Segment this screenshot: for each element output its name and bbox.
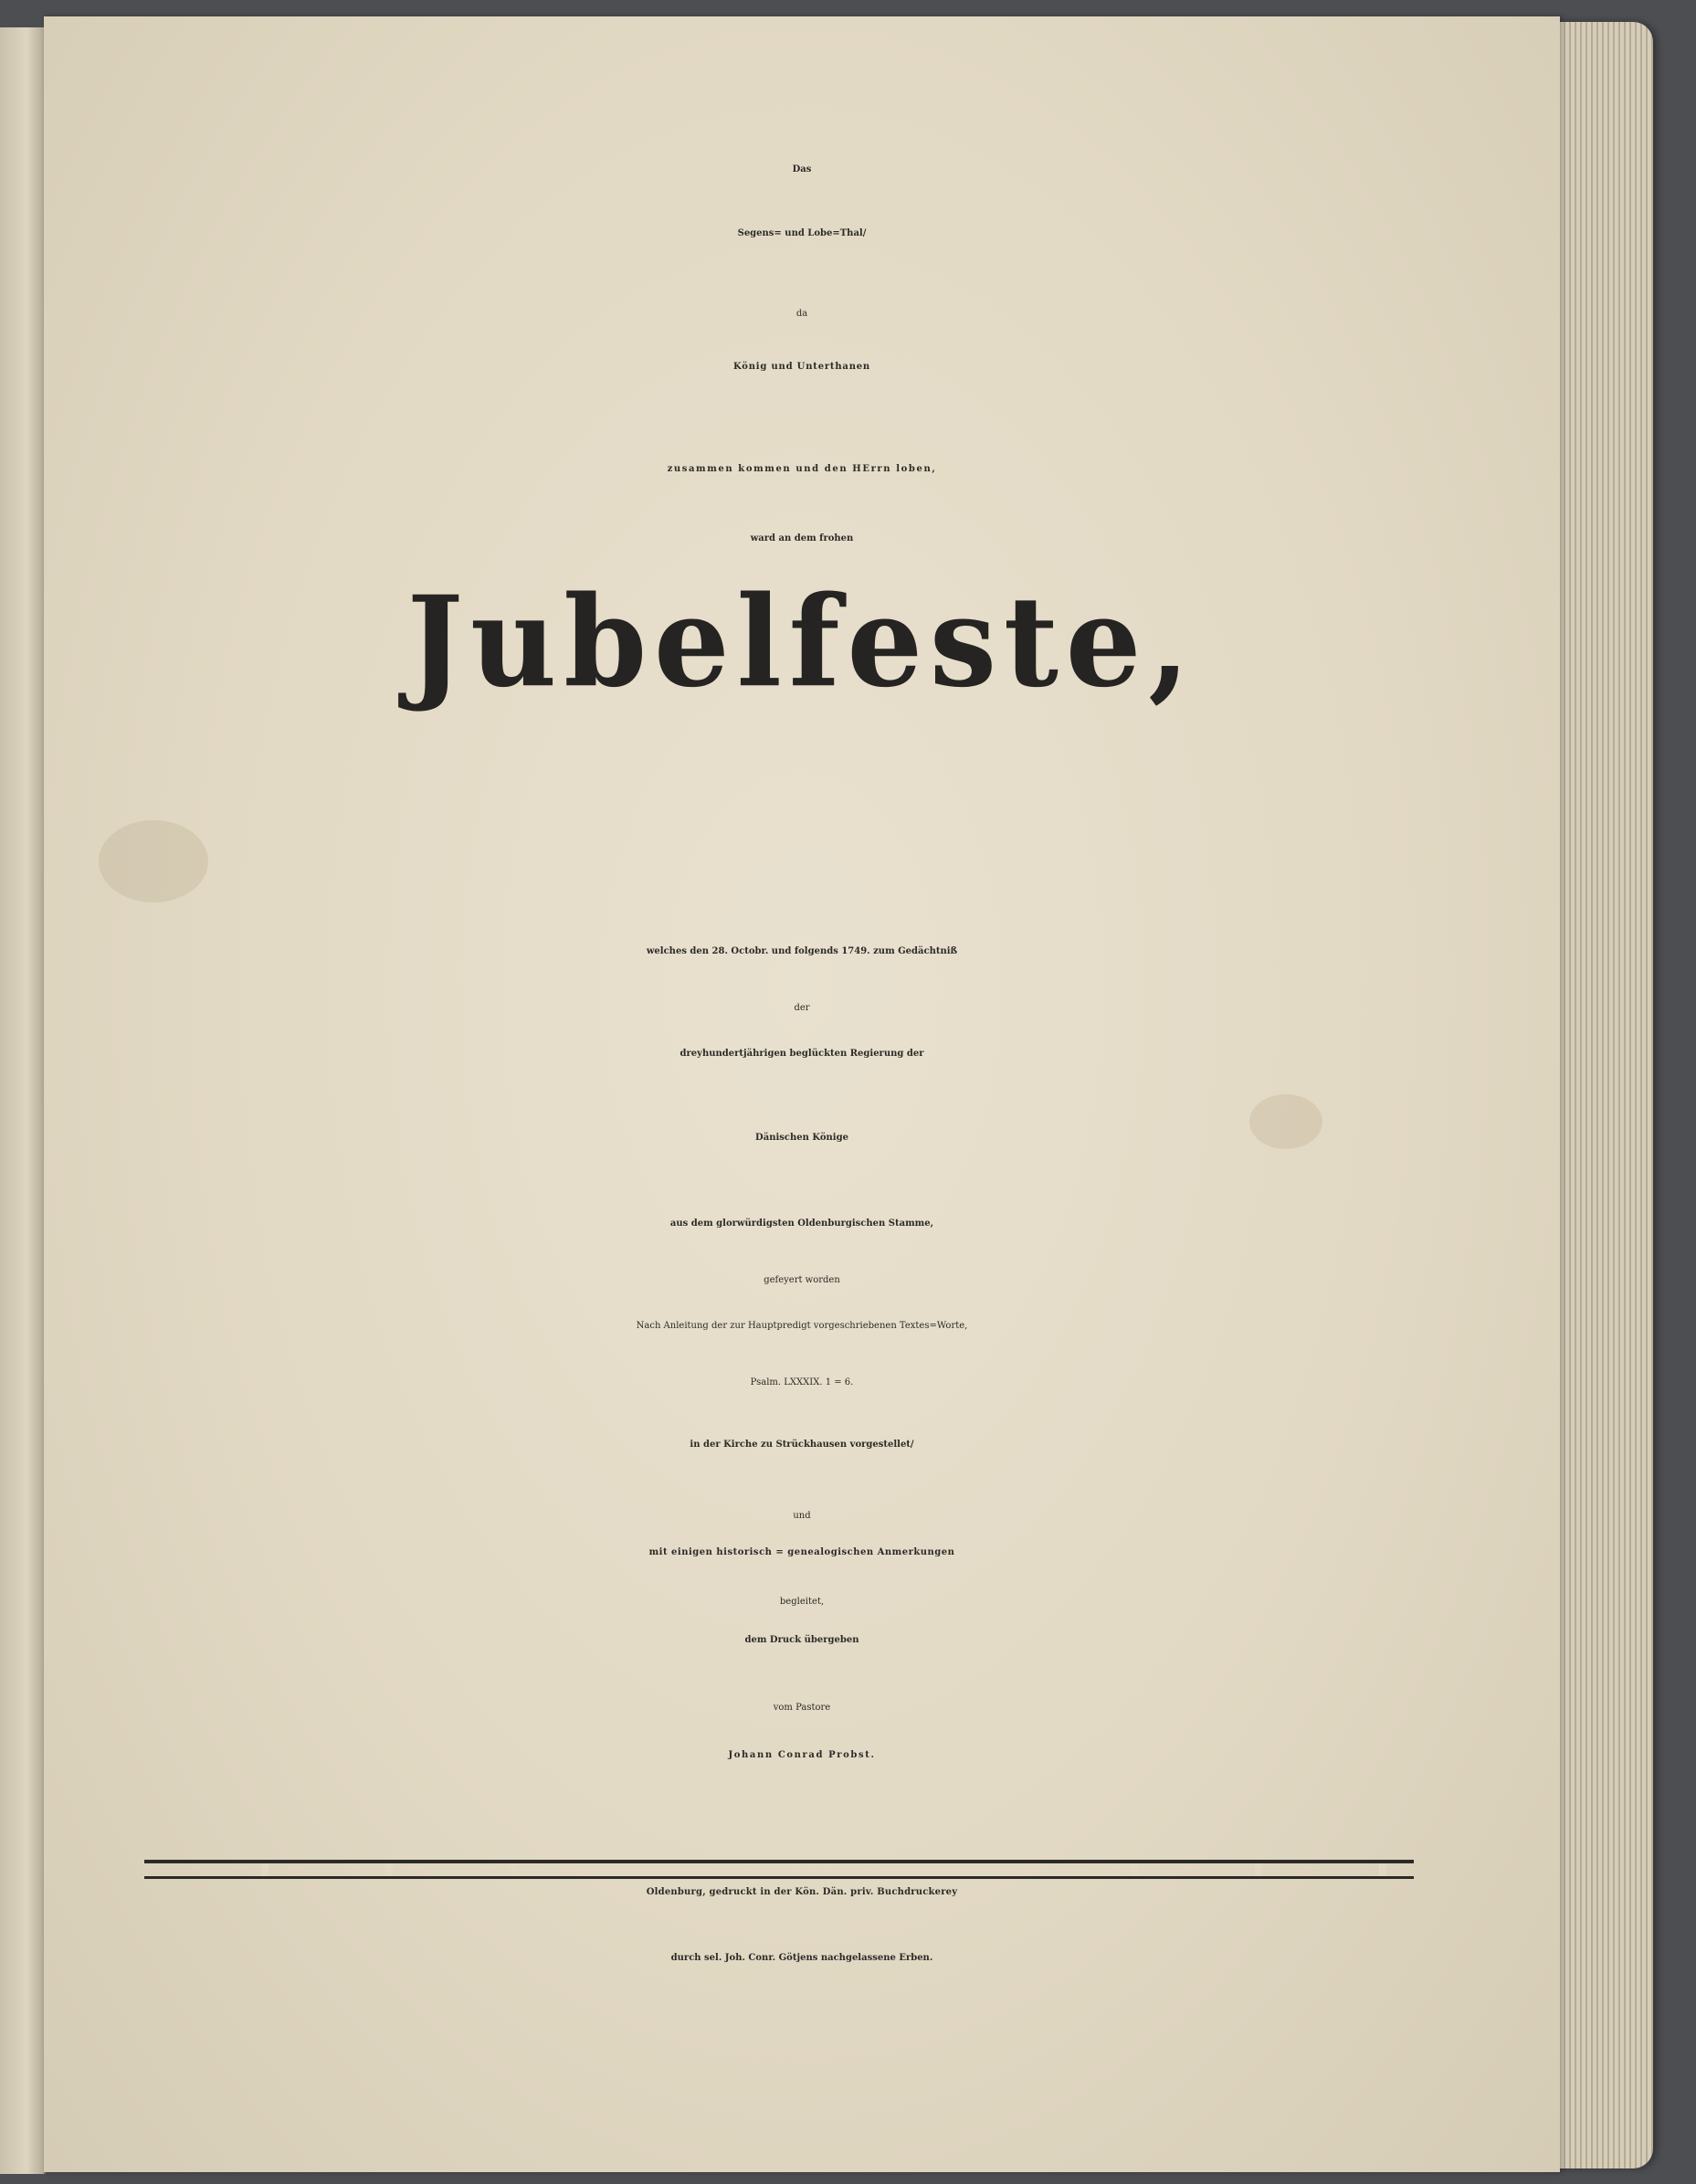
title-line-anmerkungen: mit einigen historisch = genealogischen Anmerkungen (648, 1547, 955, 1557)
title-line-psalm: Psalm. LXXXIX. 1 = 6. (750, 1377, 854, 1387)
title-line-gefeyert: gefeyert worden (764, 1275, 840, 1285)
title-line-druck: dem Druck übergeben (744, 1635, 859, 1645)
title-line-welches: welches den 28. Octobr. und folgends 1749. zum Gedächtniß (646, 946, 958, 956)
title-line-daenischen-koenige: Dänischen Könige (755, 1133, 848, 1143)
author-name: Johann Conrad Probst. (728, 1750, 876, 1760)
title-line-zusammen: zusammen kommen und den HErrn loben, (667, 464, 937, 474)
imprint-line-1: Oldenburg, gedruckt in der Kön. Dän. priv. Buchdruckerey (646, 1887, 958, 1897)
imprint-divider (144, 1860, 1414, 1879)
paper-stain (99, 820, 208, 902)
page-edges (1543, 22, 1653, 2168)
title-line-ward: ward an dem frohen (750, 533, 854, 543)
title-line-das: Das (792, 164, 812, 174)
title-line-oldenburgischen: aus dem glorwürdigsten Oldenburgischen Stamme, (669, 1219, 934, 1229)
title-line-segens-thal: Segens= und Lobe=Thal/ (737, 228, 867, 238)
imprint-line-2: durch sel. Joh. Conr. Götjens nachgelassene Erben. (670, 1953, 933, 1963)
title-line-koenig: König und Unterthanen (732, 362, 870, 372)
title-line-nach-anleitung: Nach Anleitung der zur Hauptpredigt vorgeschriebenen Textes=Worte, (636, 1321, 968, 1331)
title-line-und: und (793, 1511, 811, 1521)
title-line-kirche: in der Kirche zu Strückhausen vorgestellet/ (690, 1440, 914, 1450)
title-line-begleitet: begleitet, (779, 1597, 825, 1607)
title-line-der: der (794, 1003, 810, 1013)
left-page-edge (0, 27, 46, 2174)
title-line-vom-pastore: vom Pastore (773, 1703, 831, 1713)
title-line-da: da (795, 309, 808, 319)
title-line-dreyhundert: dreyhundertjährigen beglückten Regierung der (679, 1049, 924, 1059)
title-page (44, 16, 1560, 2172)
title-line-jubelfeste: Jubelfeste, (406, 568, 1197, 715)
